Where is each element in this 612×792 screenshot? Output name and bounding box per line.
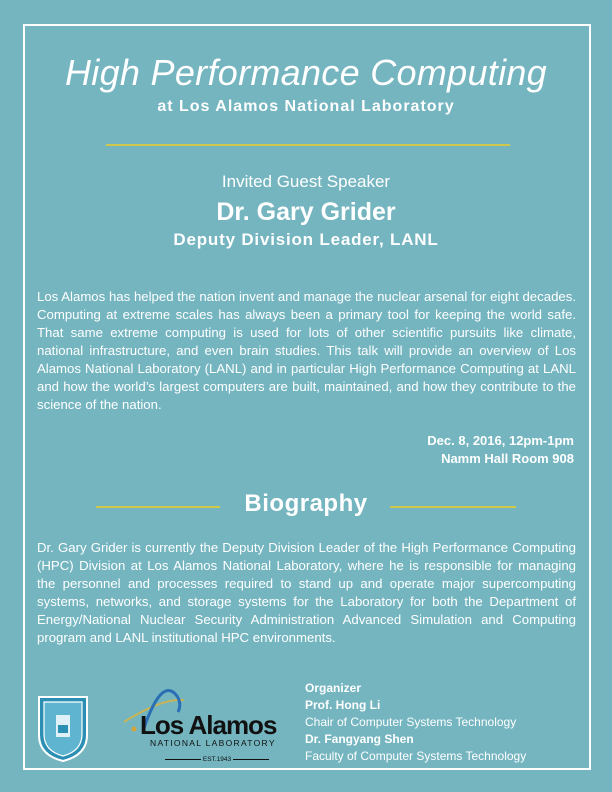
organizer-block — [305, 680, 526, 765]
speaker-intro: Invited Guest Speaker — [221, 172, 391, 191]
event-details — [427, 432, 574, 468]
lanl-est-text: EST.1943 — [202, 756, 232, 763]
talk-abstract: Los Alamos has helped the nation invent and manage the nuclear arsenal for eight decades. Computing at extreme scales has always been a primary tool for keeping the world safe. That same extreme computing is used for lots of other scientific pursuits like climate, national infrastructure, and even brain studies. This talk will provide an overview of Los Alamos National Laboratory (LANL) and in particular High Performance Computing at LANL and how the world’s largest computers are built, maintained, and how they contribute to the science of the nation. — [37, 289, 576, 412]
event-title: High Performance Computing — [64, 52, 548, 93]
organizer-name: Dr. Fangyang Shen — [305, 732, 414, 746]
divider-right — [390, 506, 516, 508]
event-location: Namm Hall Room 908 — [441, 451, 574, 466]
citytech-crest-logo — [37, 695, 89, 763]
lanl-logo-name: Los Alamos — [140, 710, 277, 740]
event-subtitle: at Los Alamos National Laboratory — [157, 98, 455, 115]
organizer-heading: Organizer — [305, 681, 362, 695]
biography-heading: Biography — [244, 490, 368, 517]
organizer-title: Chair of Computer Systems Technology — [305, 715, 517, 729]
lanl-logo-subtitle: NATIONAL LABORATORY — [150, 738, 276, 748]
speaker-role: Deputy Division Leader, LANL — [173, 230, 439, 249]
organizer-name: Prof. Hong Li — [305, 698, 381, 712]
biography-text: Dr. Gary Grider is currently the Deputy Division Leader of the High Performance Computing (HPC) Division at Los Alamos National Laboratory, where he is responsible for managing the personnel and processes required to stand up and operate major supercomputing systems, networks, and storage systems for the Laboratory for both the Department of Energy/National Nuclear Security Administration Advanced Simulation and Computing program and LANL institutional HPC environments. — [37, 540, 576, 645]
speaker-name: Dr. Gary Grider — [216, 198, 396, 226]
event-date-time: Dec. 8, 2016, 12pm-1pm — [427, 433, 574, 448]
divider — [106, 144, 510, 146]
organizer-title: Faculty of Computer Systems Technology — [305, 749, 527, 763]
lanl-logo-est — [152, 756, 282, 763]
